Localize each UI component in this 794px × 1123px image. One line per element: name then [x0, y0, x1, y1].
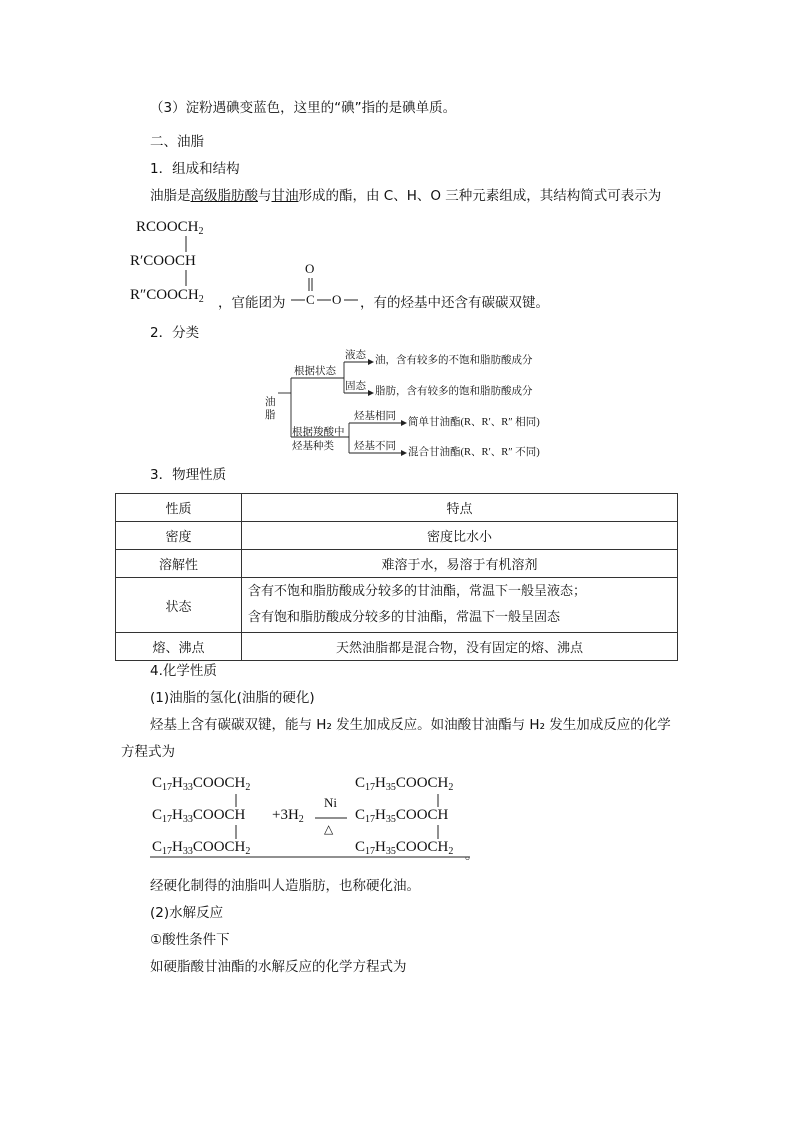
- class-by-acid-1: 根据羧酸中: [292, 427, 345, 438]
- table-header-feature: 特点: [242, 494, 678, 522]
- table-header-property: 性质: [116, 494, 242, 522]
- heading-hydrogenation: (1)油脂的氢化(油脂的硬化): [150, 690, 315, 706]
- paragraph-hydrogenation-1: 烃基上含有碳碳双键，能与 H₂ 发生加成反应。如油酸甘油酯与 H₂ 发生加成反应的化学: [150, 717, 671, 733]
- p1-pre: 油脂是: [150, 188, 191, 204]
- class-diff-result: 混合甘油酯(R、R′、R″ 不同): [408, 447, 540, 458]
- class-root-2: 脂: [265, 410, 276, 421]
- p1-underline-glycerol: 甘油: [271, 188, 299, 204]
- equation-right-line: $C_{17}H_{35}COOCH$: [355, 807, 449, 825]
- section-heading-lipids: 二、油脂: [150, 134, 204, 150]
- class-same-result: 简单甘油酯(R、R′、R″ 相同): [408, 417, 540, 428]
- p1-mid: 与: [258, 188, 272, 204]
- func-group-o: O: [332, 292, 342, 307]
- func-group-pre: ，官能团为: [218, 295, 286, 311]
- func-group-post: ，有的烃基中还含有碳碳双键。: [360, 295, 549, 311]
- heading-chemical-properties: 4.化学性质: [150, 663, 217, 679]
- class-by-state: 根据状态: [294, 366, 336, 377]
- paragraph-hydrolysis: 如硬脂酸甘油酯的水解反应的化学方程式为: [150, 959, 407, 975]
- class-solid-result: 脂肪，含有较多的饱和脂肪酸成分: [375, 386, 533, 397]
- p1-underline-fatty-acid: 高级脂肪酸: [190, 188, 258, 204]
- class-diff: 烃基不同: [354, 441, 396, 452]
- equation-end: 。: [465, 847, 479, 863]
- paragraph-hardened-oil: 经硬化制得的油脂叫人造脂肪，也称硬化油。: [150, 878, 420, 894]
- equation-left-line: $C_{17}H_{33}COOCH_2$: [152, 839, 251, 857]
- table-cell-line: 含有不饱和脂肪酸成分较多的甘油酯，常温下一般呈液态；: [248, 584, 587, 599]
- equation-plus-h2: $+3H_2$: [272, 807, 304, 825]
- table-cell: 密度: [116, 522, 242, 550]
- equation-left-line: $C_{17}H_{33}COOCH$: [152, 807, 246, 825]
- table-cell: 密度比水小: [242, 522, 678, 550]
- structure-line-1: $RCOOCH_2$: [136, 219, 204, 237]
- table-cell: 状态: [116, 578, 242, 633]
- equation-catalyst: Ni: [324, 795, 337, 810]
- heading-acid-condition: ①酸性条件下: [150, 932, 230, 948]
- func-group-o-top: O: [305, 261, 315, 276]
- heading-physical-properties: 3．物理性质: [150, 467, 227, 483]
- paragraph-hydrogenation-2: 方程式为: [121, 744, 175, 760]
- table-cell: 熔、沸点: [116, 633, 242, 661]
- heading-classification: 2．分类: [150, 325, 200, 341]
- class-solid: 固态: [345, 381, 366, 392]
- equation-right-line: $C_{17}H_{35}COOCH_2$: [355, 775, 454, 793]
- p1-post: 形成的酯，由 C、H、O 三种元素组成，其结构简式可表示为: [298, 188, 662, 204]
- structure-line-2: R′COOCH: [130, 253, 196, 269]
- class-root-1: 油: [265, 397, 276, 408]
- func-group-c: C: [306, 292, 315, 307]
- table-cell-line: 含有饱和脂肪酸成分较多的甘油酯，常温下一般呈固态: [248, 610, 561, 625]
- equation-heat: △: [324, 822, 334, 836]
- table-cell: 难溶于水，易溶于有机溶剂: [242, 550, 678, 578]
- class-same: 烃基相同: [354, 411, 396, 422]
- table-cell: 天然油脂都是混合物，没有固定的熔、沸点: [242, 633, 678, 661]
- class-liquid: 液态: [345, 350, 366, 361]
- item-3-text: （3）淀粉遇碘变蓝色，这里的“碘”指的是碘单质。: [150, 100, 457, 116]
- equation-left-line: $C_{17}H_{33}COOCH_2$: [152, 775, 251, 793]
- heading-hydrolysis: (2)水解反应: [150, 905, 224, 921]
- structure-line-3: $R''COOCH_2$: [130, 287, 204, 305]
- table-cell: 溶解性: [116, 550, 242, 578]
- equation-right-line: $C_{17}H_{35}COOCH_2$: [355, 839, 454, 857]
- heading-composition: 1．组成和结构: [150, 161, 240, 177]
- class-liquid-result: 油，含有较多的不饱和脂肪酸成分: [375, 355, 533, 366]
- class-by-acid-2: 烃基种类: [292, 441, 334, 452]
